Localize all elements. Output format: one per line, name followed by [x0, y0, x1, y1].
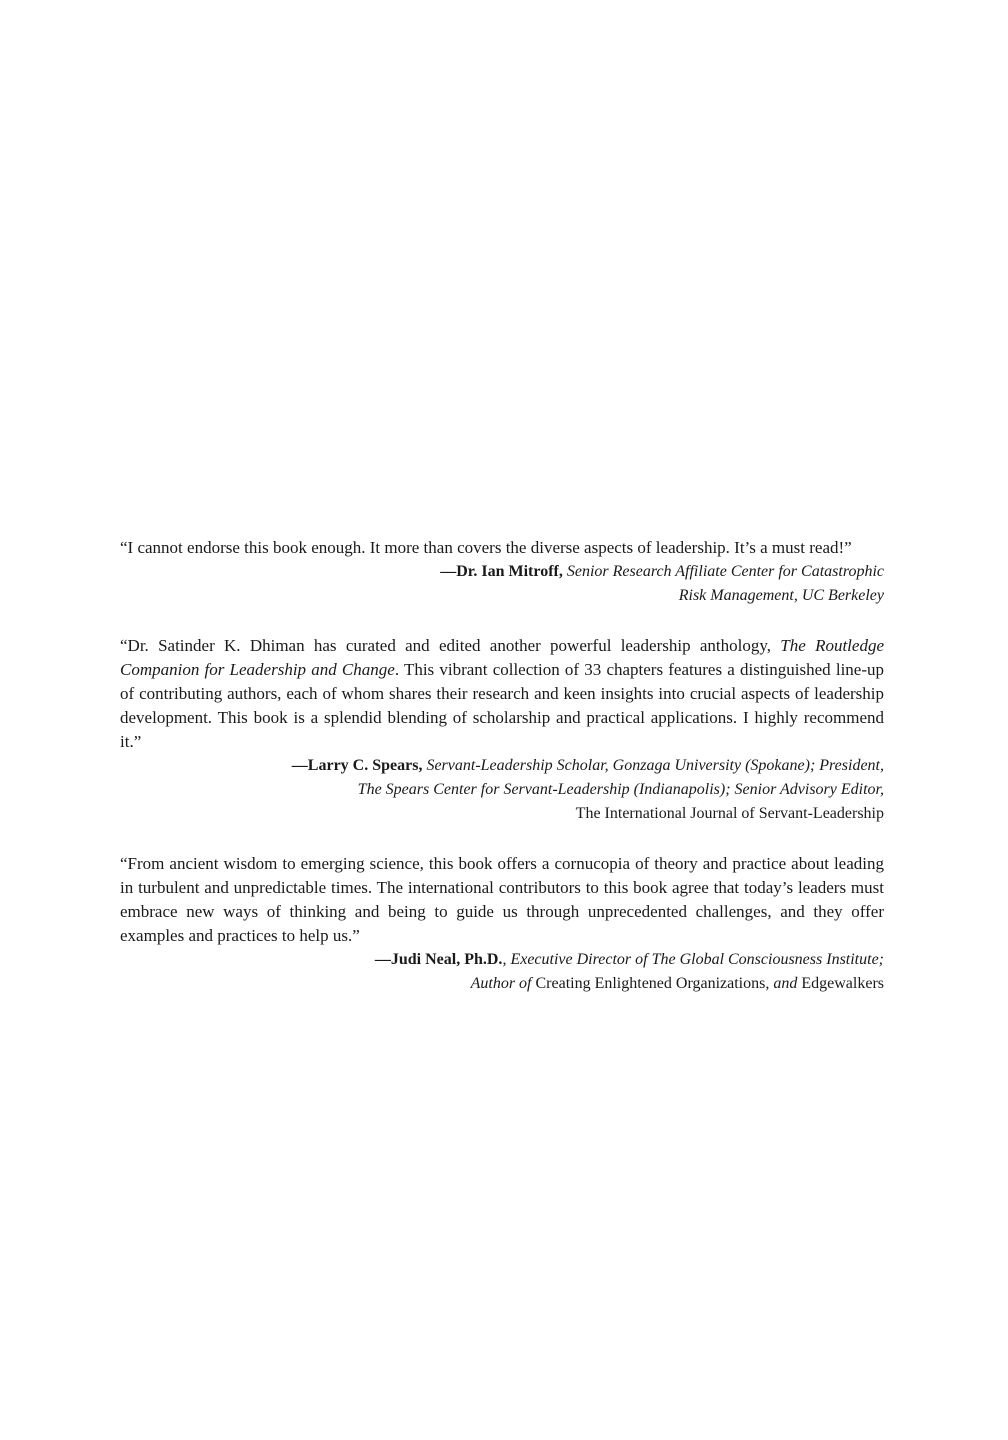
author-name: —Dr. Ian Mitroff,: [440, 563, 563, 580]
author-of-prefix: Author of: [470, 975, 532, 992]
endorsement-mitroff: [120, 536, 884, 608]
quote-text: “From ancient wisdom to emerging science, this book offers a cornucopia of theory and practice about leading in turbulent and unpredictable times. The international contributors to this book agree that today’s leaders must embrace new ways of thinking and being to guide us through unprecedented challenges, and they offer examples and practices to help us.”: [120, 854, 884, 945]
endorsements-page: [120, 536, 884, 1022]
author-title: Executive Director of The Global Consciousness Institute;: [510, 951, 884, 968]
quote-start: “Dr. Satinder K. Dhiman has curated and edited another powerful leadership anthology,: [120, 636, 781, 655]
attribution-line-2: [120, 972, 884, 996]
book-title-2: Edgewalkers: [801, 975, 884, 992]
author-name: —Larry C. Spears,: [291, 757, 423, 774]
book-title-1: Creating Enlightened Organizations,: [535, 975, 770, 992]
author-affiliation: The Spears Center for Servant-Leadership (Indianapolis); Senior Advisory Editor,: [357, 781, 884, 798]
attribution: [120, 948, 884, 996]
attribution: [120, 560, 884, 608]
endorsement-spears: [120, 634, 884, 826]
author-name-comma: ,: [502, 951, 507, 968]
quote-end: . This vibrant collection of 33 chapters features a distinguished line-up of contributing authors, each of whom shares their research and keen insights into crucial aspects of leadership development. This book is a splendid blending of scholarship and practical applications. I highly recommend it.”: [120, 660, 884, 751]
endorsement-neal: [120, 852, 884, 996]
author-affiliation: Risk Management, UC Berkeley: [678, 587, 884, 604]
quote-book-title: The Routledge Companion for Leadership and Change: [120, 636, 884, 679]
attribution-line-1: [120, 948, 884, 972]
attribution-line-1: [120, 560, 884, 584]
author-title: Senior Research Affiliate Center for Catastrophic: [566, 563, 884, 580]
and-connector: and: [773, 975, 798, 992]
author-journal: The International Journal of Servant-Leadership: [575, 805, 884, 822]
quote-text: [120, 634, 884, 754]
author-title: Servant-Leadership Scholar, Gonzaga University (Spokane); President,: [426, 757, 884, 774]
quote-text: “I cannot endorse this book enough. It more than covers the diverse aspects of leadership. It’s a must read!”: [120, 538, 852, 557]
attribution-line-1: [120, 754, 884, 778]
attribution: [120, 754, 884, 826]
author-name: —Judi Neal, Ph.D.: [374, 951, 503, 968]
